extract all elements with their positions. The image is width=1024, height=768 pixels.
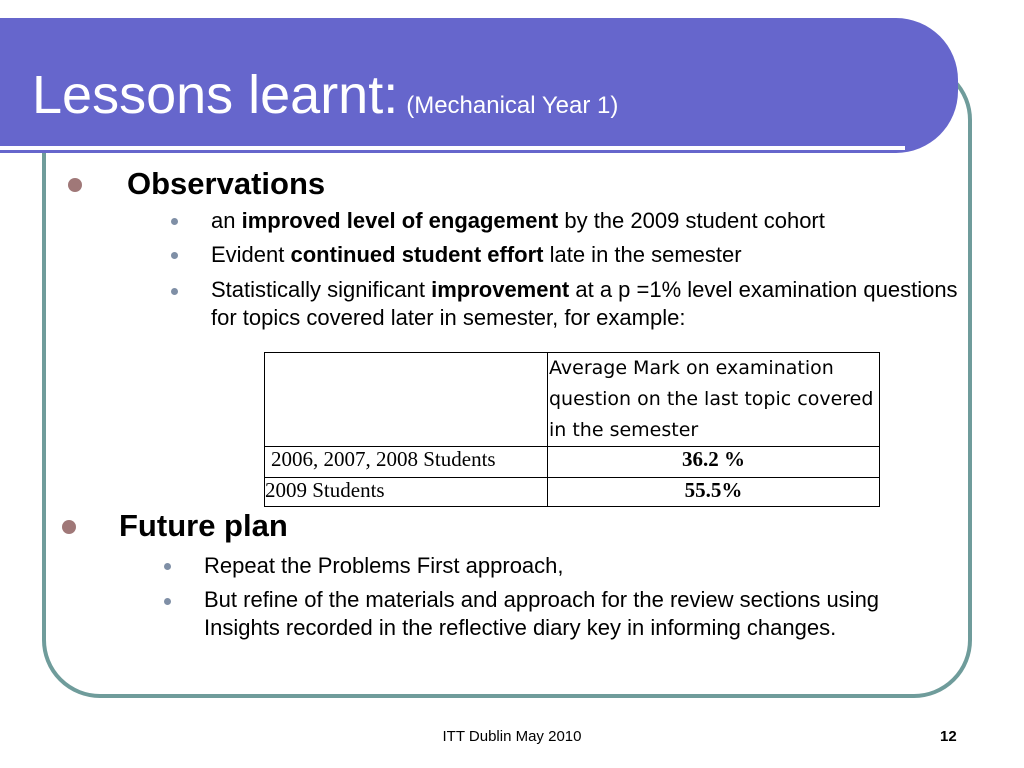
observations-bullet-icon: [68, 178, 82, 192]
table-row: [265, 478, 880, 507]
table-row-value: 36.2 %: [548, 447, 880, 478]
observation-3-bold: improvement: [431, 277, 570, 302]
observation-item-1: [211, 207, 961, 235]
bullet-icon: [171, 288, 178, 295]
table-row-label: 2006, 2007, 2008 Students: [265, 447, 548, 478]
table-header-empty-cell: [265, 353, 548, 447]
observation-3-text: Statistically significant: [211, 277, 432, 302]
table-row-value: 55.5%: [548, 478, 880, 507]
observation-3-text-end: at a p =1% level examination questions for topics covered later in semester, for example:: [211, 277, 958, 330]
title-bar: [0, 18, 958, 153]
table-row-label: 2009 Students: [265, 478, 548, 507]
table-row: [265, 447, 880, 478]
observation-2-text: Evident: [211, 242, 291, 267]
title-subtitle: (Mechanical Year 1): [406, 92, 619, 119]
future-plan-bullet-icon: [62, 520, 76, 534]
observation-2-bold: continued student effort: [290, 242, 544, 267]
observation-1-text-end: by the 2009 student cohort: [558, 208, 825, 233]
future-plan-heading: Future plan: [119, 508, 288, 543]
bullet-icon: [171, 252, 178, 259]
page-number: 12: [940, 728, 957, 745]
title-underline: [0, 146, 905, 150]
bullet-icon: [171, 218, 178, 225]
bullet-icon: [164, 598, 171, 605]
observations-heading: Observations: [127, 166, 326, 201]
observation-item-3: [211, 276, 971, 332]
table-header-row: [265, 353, 880, 447]
observation-2-text-end: late in the semester: [543, 242, 742, 267]
bullet-icon: [164, 563, 171, 570]
future-item-2: But refine of the materials and approach for the review sections using Insights recorded in the reflective diary key in informing changes.: [204, 587, 880, 640]
title-main: Lessons learnt:: [32, 65, 399, 125]
footer-text: ITT Dublin May 2010: [442, 728, 582, 745]
observation-1-text: an: [211, 208, 242, 233]
observation-1-bold: improved level of engagement: [241, 208, 559, 233]
table-header-cell: Average Mark on examination question on the last topic covered in the semester: [548, 353, 880, 447]
future-item-1: Repeat the Problems First approach,: [204, 553, 564, 578]
marks-table: [264, 352, 880, 507]
slide-title: [32, 64, 618, 126]
observation-item-2: [211, 241, 961, 269]
